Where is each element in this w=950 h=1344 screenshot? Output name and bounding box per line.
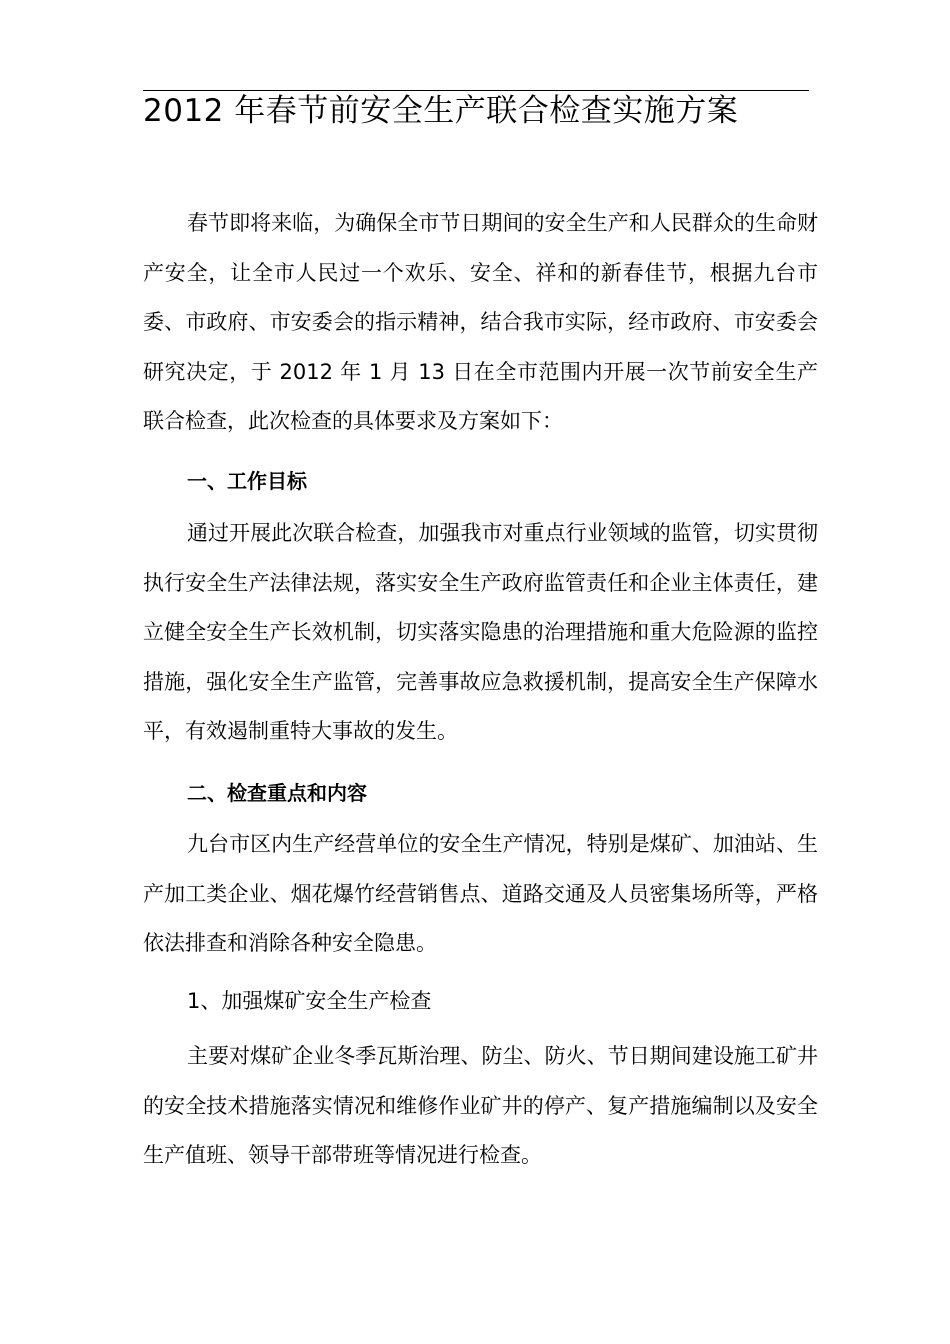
intro-paragraph: 春节即将来临，为确保全市节日期间的安全生产和人民群众的生命财产安全，让全市人民过一个欢乐、安全、祥和的新春佳节，根据九台市委、市政府、市安委会的指示精神，结合我市实际，经市政府、市安委会研究决定，于 2012 年 1 月 13 日在全市范围内开展一次节前安全生产联合检查，此次检查的具体要求及方案如下： [143,211,818,433]
subsection-heading-coal: 1、加强煤矿安全生产检查 [187,989,432,1013]
section-paragraph-goals: 通过开展此次联合检查，加强我市对重点行业领域的监管，切实贯彻执行安全生产法律法规，落实安全生产政府监管责任和企业主体责任，建立健全安全生产长效机制，切实落实隐患的治理措施和重大危险源的监控措施，强化安全生产监管，完善事故应急救援机制，提高安全生产保障水平，有效遏制重特大事故的发生。 [143,521,818,743]
subsection-paragraph-coal: 主要对煤矿企业冬季瓦斯治理、防尘、防火、节日期间建设施工矿井的安全技术措施落实情况和维修作业矿井的停产、复产措施编制以及安全生产值班、领导干部带班等情况进行检查。 [143,1044,818,1167]
section-heading-goals: 一、工作目标 [187,469,307,493]
section-paragraph-inspection: 九台市区内生产经营单位的安全生产情况，特别是煤矿、加油站、生产加工类企业、烟花爆竹经营销售点、道路交通及人员密集场所等，严格依法排查和消除各种安全隐患。 [143,832,818,955]
section-heading-inspection: 二、检查重点和内容 [187,781,367,805]
document-title: 2012 年春节前安全生产联合检查实施方案 [143,93,739,129]
